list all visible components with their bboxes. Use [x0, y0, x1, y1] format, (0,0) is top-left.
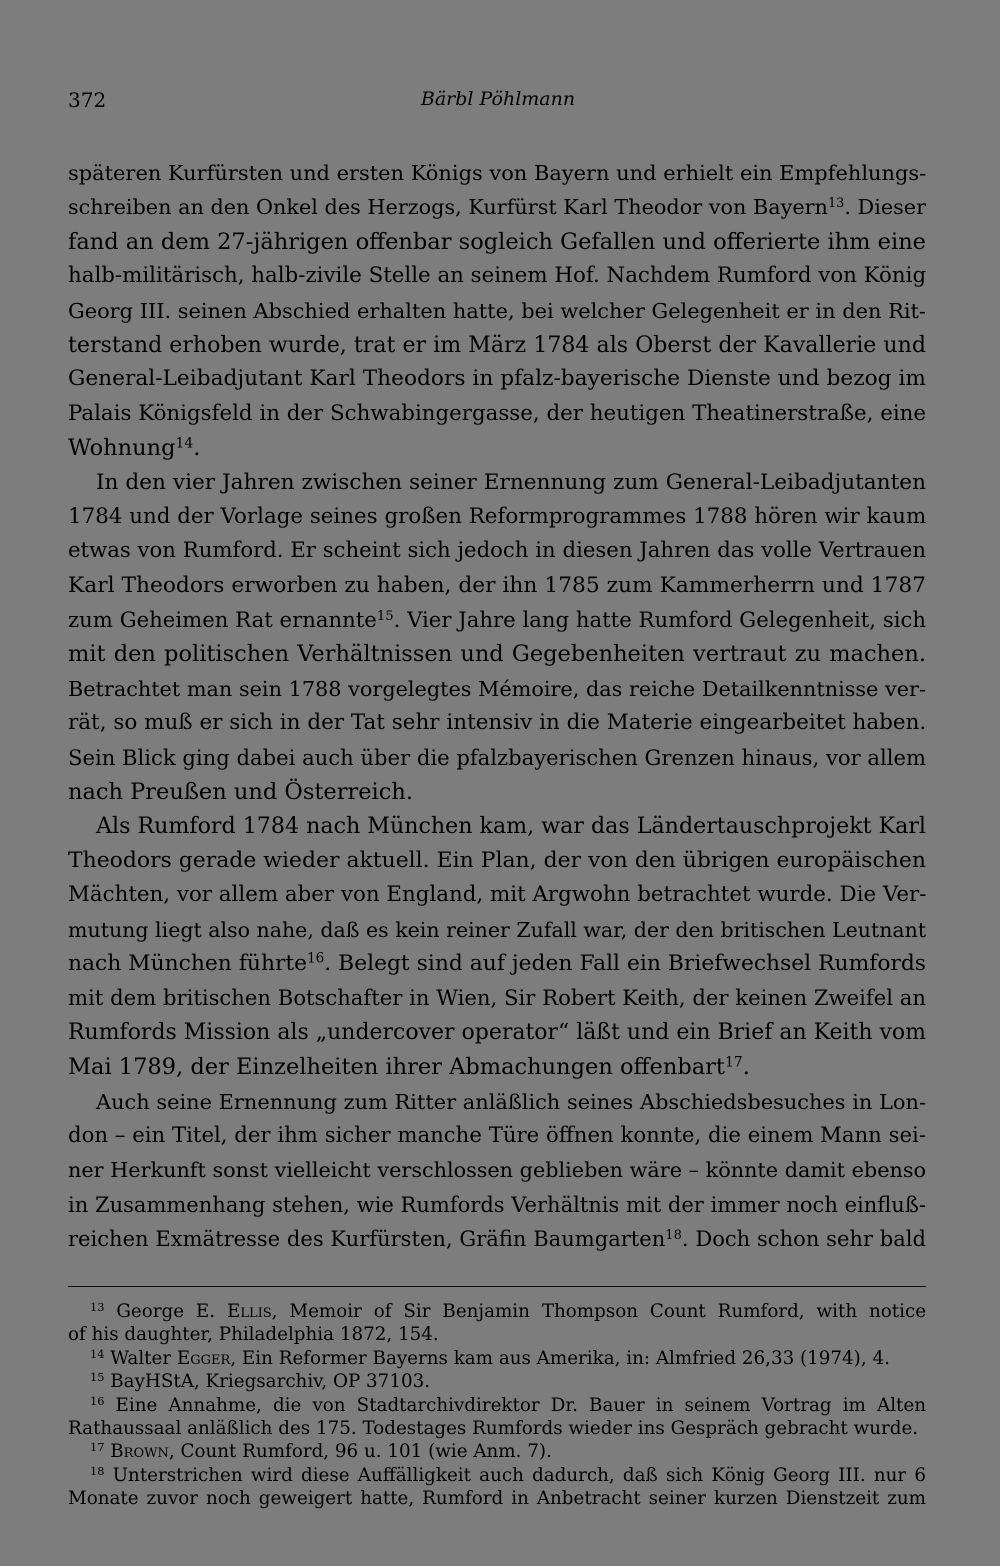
text-line: Mächten, vor allem aber von England, mit Argwohn betrachtet wurde. Die Ver-: [68, 882, 927, 908]
text-line: In den vier Jahren zwischen seiner Ernennung zum General-Leibadjutanten: [96, 469, 926, 495]
text-line: don – ein Titel, der ihm sicher manche Türe öffnen konnte, die einem Mann sei-: [68, 1122, 926, 1148]
text-line: Mai 1789, der Einzelheiten ihrer Abmachungen offenbart$^{17}$.: [68, 1054, 750, 1081]
footnote-18-cont: Monate zuvor noch geweigert hatte, Rumford in Anbetracht seiner kurzen Dienstzeit zum: [68, 1488, 926, 1510]
footnote-ref: 13: [827, 196, 845, 212]
text-line: Karl Theodors erworben zu haben, der ihn 1785 zum Kammerherrn und 1787: [68, 572, 926, 598]
text-line: schreiben an den Onkel des Herzogs, Kurfürst Karl Theodor von Bayern$^{13}$. Dieser: [68, 195, 926, 220]
footnote-ref: 16: [307, 950, 325, 967]
footnote-15: $^{15}$ BayHStA, Kriegsarchiv, OP 37103.: [90, 1369, 431, 1393]
footnote-author: Brown: [110, 1441, 169, 1463]
text-line: terstand erhoben wurde, trat er im März 1784 als Oberst der Kavallerie und: [68, 331, 926, 358]
footnote-ref: 15: [376, 608, 394, 624]
text-line: späteren Kurfürsten und ersten Königs von Bayern und erhielt ein Empfehlungs-: [68, 161, 927, 185]
text-line: in Zusammenhang stehen, wie Rumfords Verhältnis mit der immer noch einfluß-: [68, 1191, 926, 1217]
footnote-number: 13: [90, 1299, 105, 1314]
text-line: Theodors gerade wieder aktuell. Ein Plan, der von den übrigen europäischen: [68, 847, 926, 873]
text-line: reichen Exmätresse des Kurfürsten, Gräfin Baumgarten$^{18}$. Doch schon sehr bald: [68, 1226, 927, 1252]
text-line: halb-militärisch, halb-zivile Stelle an seinem Hof. Nachdem Rumford von König: [68, 263, 927, 289]
text-line: Palais Königsfeld in der Schwabingergasse, der heutigen Theatinerstraße, eine: [68, 400, 926, 426]
text-line: Georg III. seinen Abschied erhalten hatte, bei welcher Gelegenheit er in den Rit-: [68, 298, 926, 323]
footnote-number: 15: [90, 1369, 105, 1384]
footnote-number: 17: [90, 1440, 105, 1455]
page-number: 372: [68, 88, 107, 112]
page-header: [68, 88, 928, 122]
footnote-13-cont: of his daughter, Philadelphia 1872, 154.: [68, 1324, 439, 1346]
text-line: Sein Blick ging dabei auch über die pfalzbayerischen Grenzen hinaus, vor allem: [68, 744, 926, 770]
running-head: Bärbl Pöhlmann: [420, 88, 576, 110]
text-line: Als Rumford 1784 nach München kam, war das Ländertauschprojekt Karl: [96, 813, 926, 840]
footnote-author: Ellis: [226, 1301, 272, 1322]
footnote-13: $^{13}$ George E. Ellis, Memoir of Sir Benjamin Thompson Count Rumford, with notice: [90, 1299, 927, 1322]
text-line: Wohnung$^{14}$.: [68, 435, 201, 462]
text-line: ner Herkunft sonst vielleicht verschlossen geblieben wäre – könnte damit ebenso: [68, 1158, 926, 1183]
text-line: nach Preußen und Österreich.: [68, 779, 413, 806]
footnote-18: $^{18}$ Unterstrichen wird diese Auffälligkeit auch dadurch, daß sich König Georg III. nur 6: [90, 1463, 927, 1486]
footnote-ref: 17: [724, 1054, 743, 1071]
footnotes: [68, 1300, 926, 1511]
footnote-number: 18: [90, 1463, 105, 1478]
footnote-14: $^{14}$ Walter Egger, Ein Reformer Bayerns kam aus Amerika, in: Almfried 26,33 (1974), 4.: [90, 1346, 890, 1369]
text-line: Betrachtet man sein 1788 vorgelegtes Mémoire, das reiche Detailkenntnisse ver-: [68, 676, 926, 701]
text-line: zum Geheimen Rat ernannte$^{15}$. Vier Jahre lang hatte Rumford Gelegenheit, sich: [68, 607, 926, 633]
text-line: Auch seine Ernennung zum Ritter anläßlich seines Abschiedsbesuches in Lon-: [96, 1089, 926, 1114]
body-text: [68, 156, 926, 1257]
text-line: 1784 und der Vorlage seines großen Reformprogrammes 1788 hören wir kaum: [68, 503, 927, 529]
footnote-author: Egger: [176, 1347, 231, 1369]
text-line: mit den politischen Verhältnissen und Gegebenheiten vertraut zu machen.: [68, 641, 926, 668]
text-line: nach München führte$^{16}$. Belegt sind auf jeden Fall ein Briefwechsel Rumfords: [68, 950, 926, 976]
footnote-16: $^{16}$ Eine Annahme, die von Stadtarchivdirektor Dr. Bauer in seinem Vortrag im Alten: [90, 1393, 927, 1416]
footnote-number: 16: [90, 1393, 105, 1408]
text-line: mit dem britischen Botschafter in Wien, Sir Robert Keith, der keinen Zweifel an: [68, 985, 926, 1011]
footnote-17: $^{17}$ Brown, Count Rumford, 96 u. 101 (wie Anm. 7).: [90, 1440, 552, 1463]
footnote-separator: [68, 1286, 926, 1287]
text-line: etwas von Rumford. Er scheint sich jedoch in diesen Jahren das volle Vertrauen: [68, 538, 926, 564]
text-line: General-Leibadjutant Karl Theodors in pfalz-bayerische Dienste und bezog im: [68, 366, 926, 392]
text-line: rät, so muß er sich in der Tat sehr intensiv in die Materie eingearbeitet haben.: [68, 710, 927, 736]
footnote-ref: 18: [665, 1227, 682, 1243]
text-line: mutung liegt also nahe, daß es kein reiner Zufall war, der den britischen Leutnant: [68, 917, 927, 942]
footnote-16-cont: Rathaussaal anläßlich des 175. Todestages Rumfords wieder ins Gespräch gebracht wurde.: [68, 1417, 919, 1439]
text-line: fand an dem 27-jährigen offenbar sogleich Gefallen und offerierte ihm eine: [68, 228, 926, 255]
footnote-ref: 14: [175, 435, 194, 452]
footnote-number: 14: [90, 1346, 105, 1361]
text-line: Rumfords Mission als „undercover operator“ läßt und ein Brief an Keith vom: [68, 1019, 926, 1045]
